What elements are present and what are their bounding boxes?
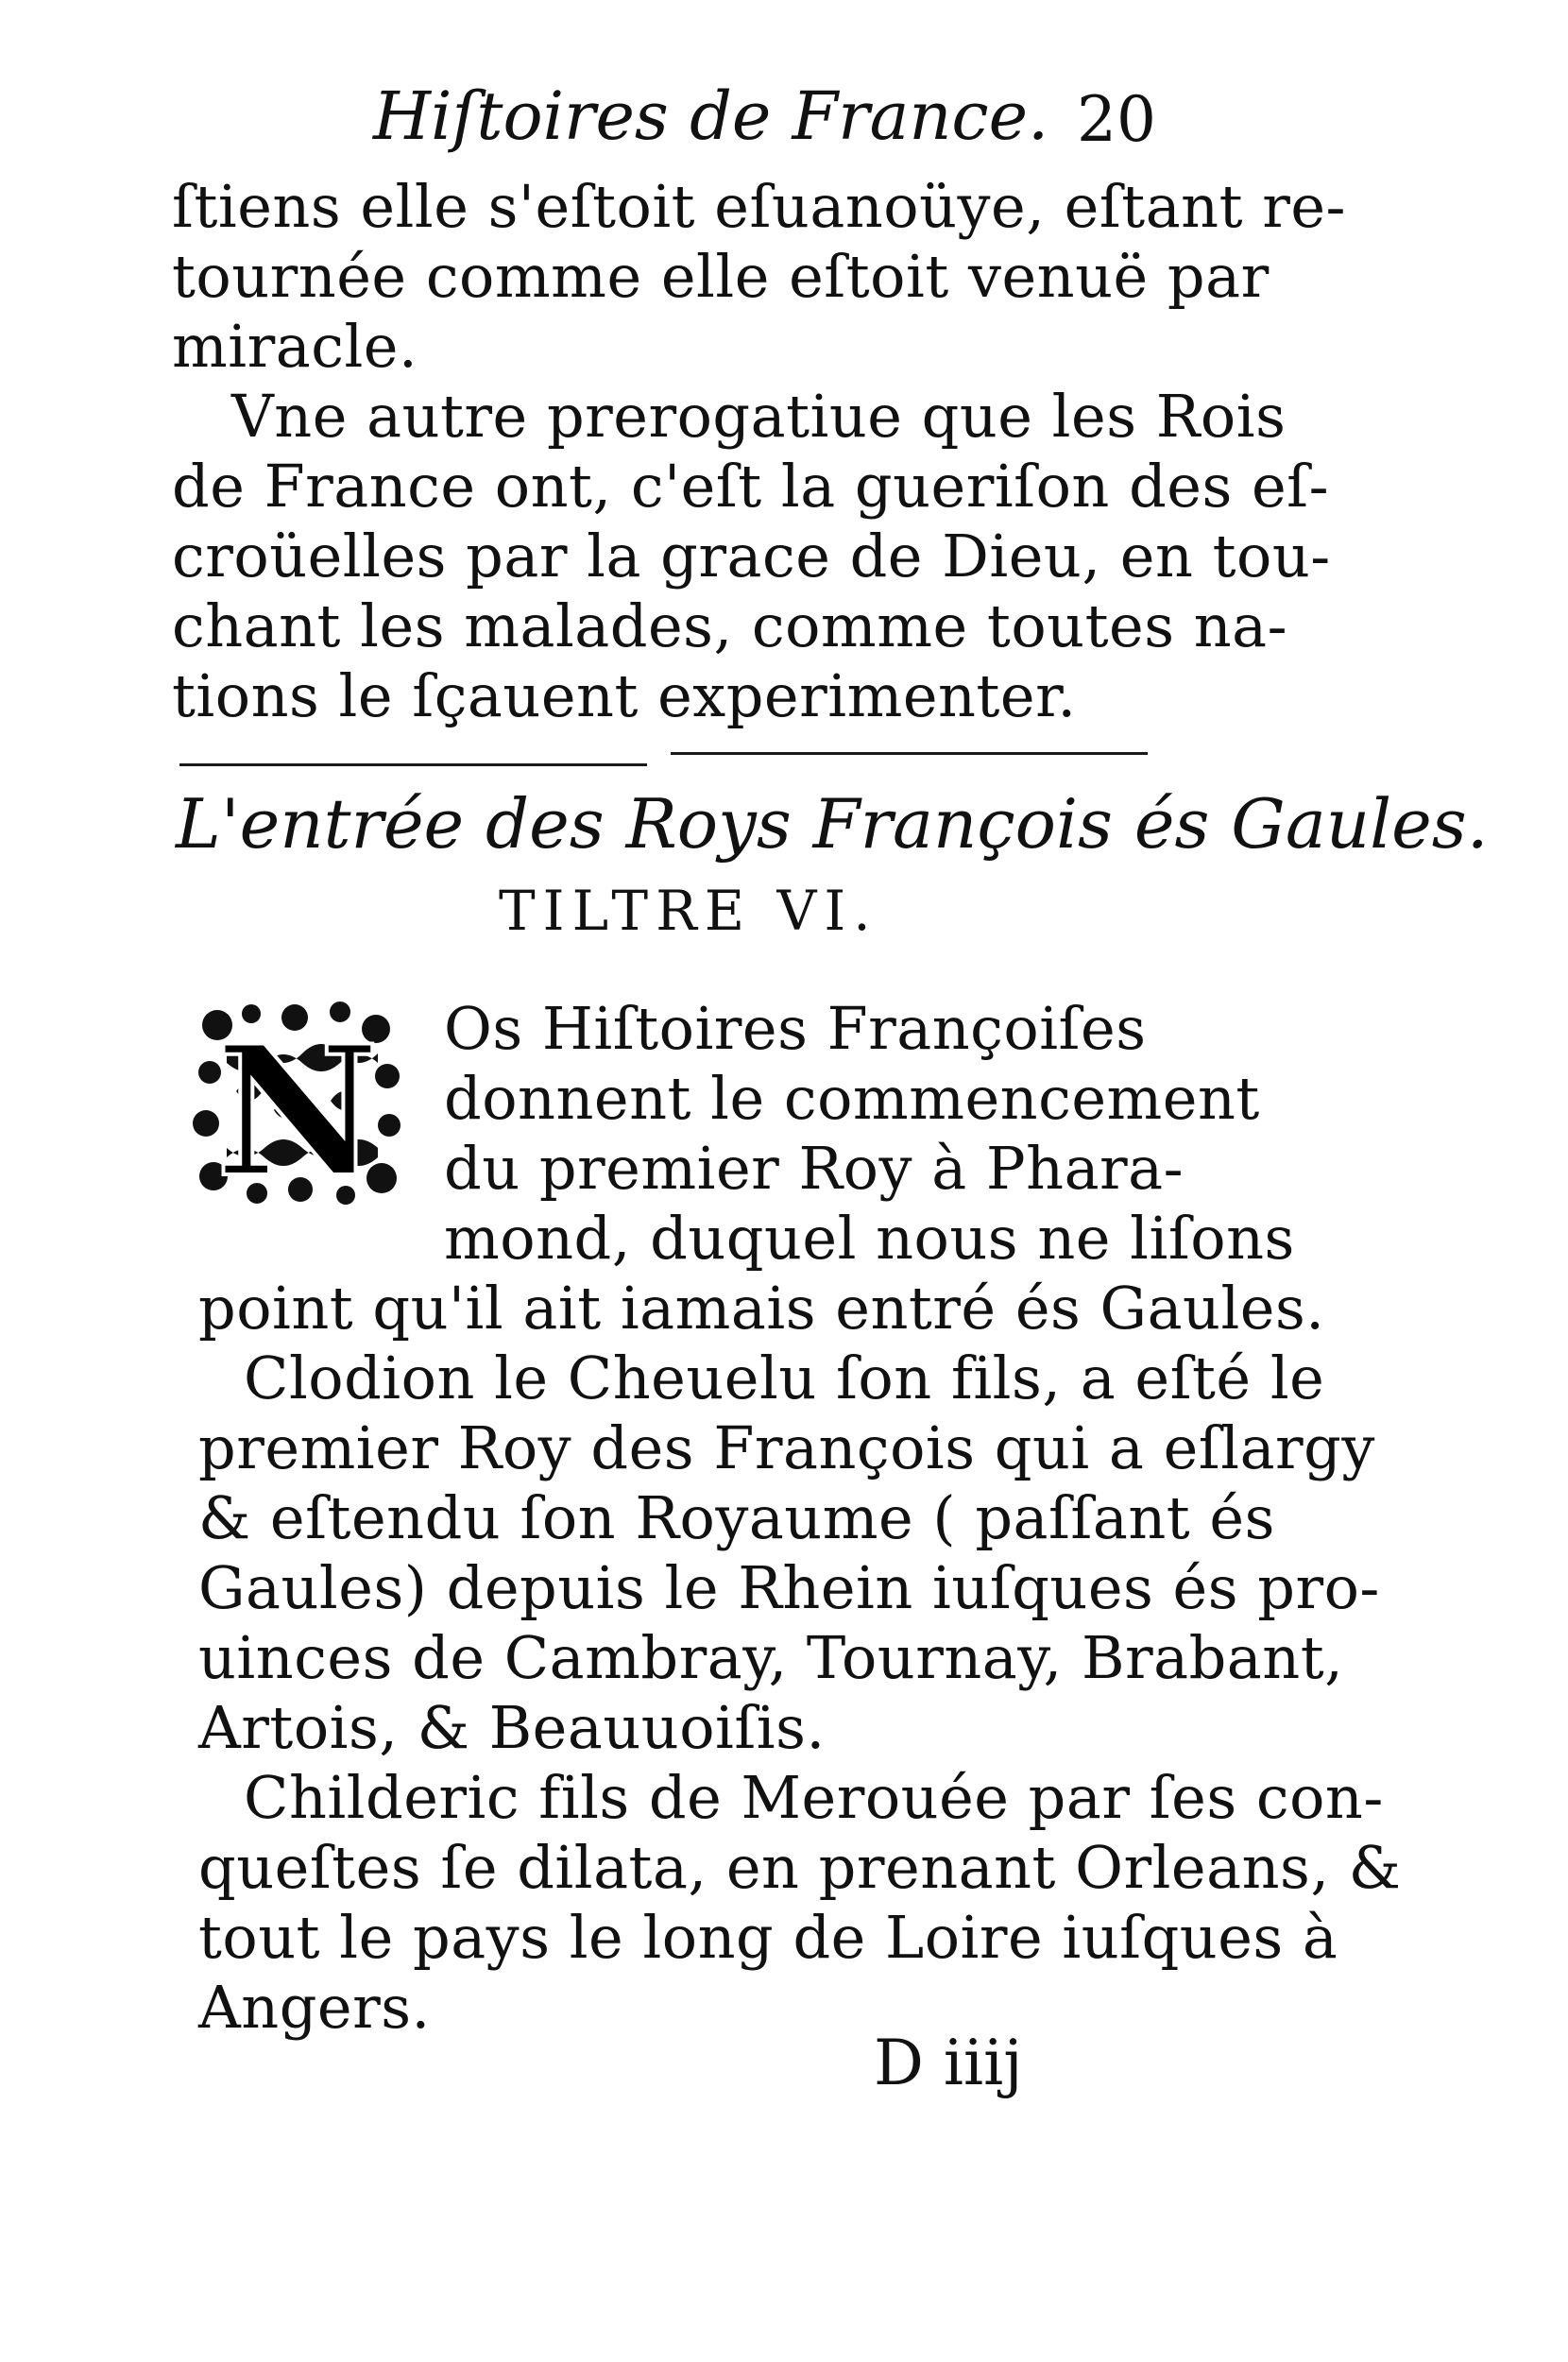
text-line: de France ont, c'eſt la gueriſon des eſ- (172, 452, 1330, 521)
text-line: Childeric fils de Merouée par ſes con- (244, 1763, 1384, 1832)
signature-mark: D iiij (874, 2027, 1023, 2099)
text-line: Artois, & Beauuoiſis. (198, 1693, 826, 1762)
section-rule-left (179, 763, 647, 766)
section-title: L'entrée des Roys François és Gaules. (176, 784, 1489, 864)
text-line: premier Roy des François qui a eſlargy (198, 1413, 1375, 1482)
text-line: Os Hiſtoires Françoiſes (444, 994, 1147, 1063)
section-subtitle: TILTRE VI. (499, 879, 878, 943)
text-line: point qu'il ait iamais entré és Gaules. (198, 1274, 1325, 1343)
text-line: mond, duquel nous ne liſons (444, 1204, 1295, 1273)
text-line: croüelles par la grace de Dieu, en tou- (172, 522, 1331, 590)
text-line: tout le pays le long de Loire iuſques à (198, 1903, 1338, 1972)
text-line: queſtes ſe dilata, en prenant Orleans, & (198, 1833, 1402, 1902)
text-line: tournée comme elle eſtoit venuë par (172, 242, 1270, 311)
text-line: & eſtendu ſon Royaume ( paſſant és (198, 1483, 1275, 1552)
text-line: ſtiens elle s'eſtoit eſuanoüye, eſtant re- (172, 172, 1346, 241)
text-line: du premier Roy à Phara- (444, 1134, 1185, 1203)
page-number: 20 (1077, 83, 1156, 156)
dropcap-letter: N (215, 1006, 380, 1214)
text-line: Angers. (198, 1973, 431, 2042)
text-line: chant les malades, comme toutes na- (172, 591, 1288, 660)
text-line: miracle. (172, 312, 418, 381)
ornamental-initial-icon (189, 997, 406, 1214)
text-line: donnent le commencement (444, 1064, 1260, 1133)
text-line: Clodion le Cheuelu ſon fils, a eſté le (244, 1344, 1325, 1412)
text-line: Gaules) depuis le Rhein iuſques és pro- (198, 1553, 1380, 1622)
section-rule-right (671, 752, 1148, 755)
text-line: Vne autre prerogatiue que les Rois (231, 382, 1287, 451)
text-line: uinces de Cambray, Tournay, Brabant, (198, 1623, 1344, 1692)
running-header-title: Hiſtoires de France. (373, 77, 1049, 155)
text-line: tions le ſçauent experimenter. (172, 661, 1077, 730)
